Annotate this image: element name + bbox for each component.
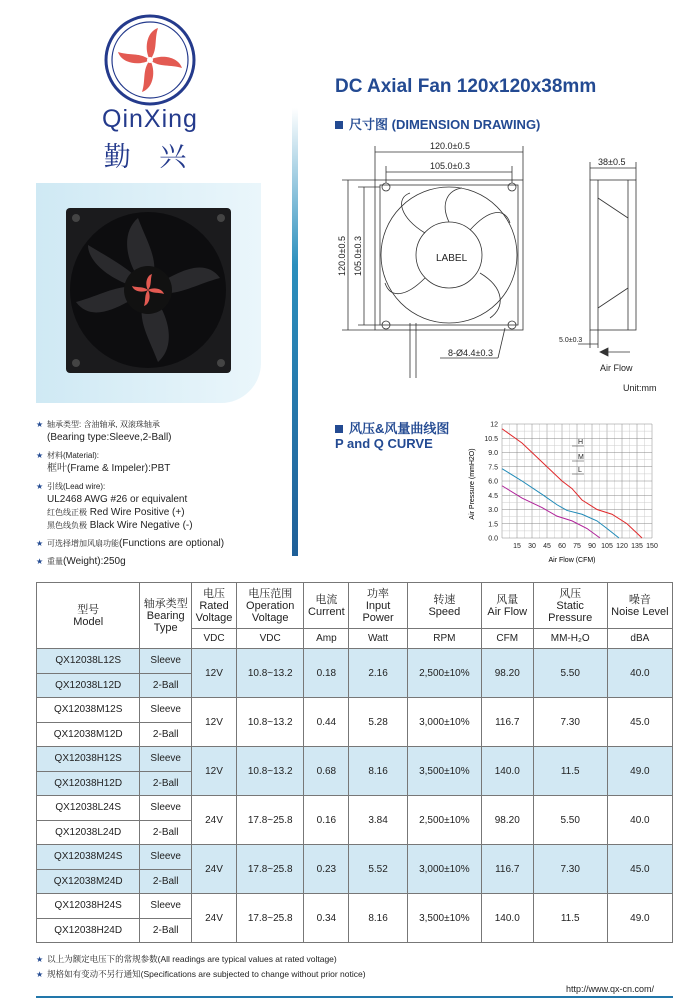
value-cell: 5.28 xyxy=(349,698,407,747)
dim-flange: 5.0±0.3 xyxy=(559,337,583,344)
value-cell: 17.8~25.8 xyxy=(237,845,304,894)
series-labels xyxy=(572,439,584,474)
column-header xyxy=(533,583,607,629)
y-tick-label: 1.5 xyxy=(488,521,498,529)
table-body xyxy=(37,649,673,943)
value-cell: 116.7 xyxy=(481,845,533,894)
feature-en: UL2468 AWG #26 or equivalent xyxy=(47,494,188,505)
bearing-cell: Sleeve xyxy=(140,747,192,772)
bearing-cell: Sleeve xyxy=(140,845,192,870)
model-cell: QX12038M24S xyxy=(37,845,140,870)
value-cell: 3,000±10% xyxy=(407,845,481,894)
dimension-title-text: 尺寸图 (DIMENSION DRAWING) xyxy=(349,117,541,132)
header-cn: 功率 xyxy=(367,587,390,600)
brand-name: QinXing xyxy=(102,105,198,133)
feature-cn: 可选择增加风扇功能 xyxy=(47,539,119,548)
table-row xyxy=(37,747,673,772)
unit-cell: dBA xyxy=(607,629,672,649)
y-tick-label: 7.5 xyxy=(488,464,498,472)
header-en: Model xyxy=(73,615,104,628)
y-axis-label: Air Pressure (mmH2O) xyxy=(469,448,476,520)
model-cell: QX12038M12S xyxy=(37,698,140,723)
unit-cell: Watt xyxy=(349,629,407,649)
header-en: Bearing Type xyxy=(146,609,185,634)
unit-cell: CFM xyxy=(481,629,533,649)
value-cell: 11.5 xyxy=(533,747,607,796)
unit-cell: VDC xyxy=(237,629,304,649)
feature-cn: 重量 xyxy=(47,557,63,566)
header-en: Noise Level xyxy=(611,605,669,618)
header-en: Air Flow xyxy=(487,605,528,618)
y-tick-label: 3.0 xyxy=(488,507,498,514)
feature-cn: ★ 材料(Material): xyxy=(47,451,100,460)
bearing-cell: Sleeve xyxy=(140,698,192,723)
bearing-cell: 2-Ball xyxy=(140,869,192,894)
spec-table xyxy=(36,582,673,943)
value-cell: 0.34 xyxy=(304,894,349,943)
feature-en: (Functions are optional) xyxy=(119,538,225,549)
bearing-cell: 2-Ball xyxy=(140,673,192,698)
x-tick-label: 105 xyxy=(601,543,613,550)
value-cell: 17.8~25.8 xyxy=(237,894,304,943)
value-cell: 140.0 xyxy=(481,894,533,943)
bearing-cell: Sleeve xyxy=(140,796,192,821)
model-cell: QX12038L24D xyxy=(37,820,140,845)
model-cell: QX12038H12S xyxy=(37,747,140,772)
y-tick-label: 9.0 xyxy=(488,450,498,457)
column-header xyxy=(37,583,140,649)
header-en: Input Power xyxy=(362,599,394,624)
dim-width-inner: 105.0±0.3 xyxy=(430,161,470,171)
value-cell: 0.16 xyxy=(304,796,349,845)
dim-height-inner: 105.0±0.3 xyxy=(353,236,363,276)
series-label: L xyxy=(578,467,582,474)
x-tick-label: 150 xyxy=(646,543,658,550)
x-tick-label: 30 xyxy=(528,543,536,550)
value-cell: 140.0 xyxy=(481,747,533,796)
value-cell: 2,500±10% xyxy=(407,649,481,698)
website-link[interactable]: http://www.qx-cn.com/ xyxy=(566,984,655,994)
value-cell: 45.0 xyxy=(607,845,672,894)
notes xyxy=(36,952,366,982)
square-bullet-icon xyxy=(335,425,343,433)
feature-item xyxy=(36,555,296,568)
unit-cell: RPM xyxy=(407,629,481,649)
table-row xyxy=(37,698,673,723)
value-cell: 10.8~13.2 xyxy=(237,649,304,698)
pq-curve-chart xyxy=(462,416,672,566)
value-cell: 3,000±10% xyxy=(407,698,481,747)
column-header xyxy=(481,583,533,629)
column-header xyxy=(407,583,481,629)
feature-item xyxy=(36,480,296,532)
value-cell: 0.44 xyxy=(304,698,349,747)
value-cell: 10.8~13.2 xyxy=(237,698,304,747)
page-title: DC Axial Fan 120x120x38mm xyxy=(335,76,597,97)
value-cell: 2,500±10% xyxy=(407,796,481,845)
dimension-drawing xyxy=(330,138,675,378)
x-tick-label: 75 xyxy=(573,543,581,550)
feature-cn: ★ 引线(Lead wire): xyxy=(47,482,106,491)
dimension-section-title xyxy=(335,114,540,133)
dim-width-outer: 120.0±0.5 xyxy=(430,141,470,151)
bearing-cell: 2-Ball xyxy=(140,722,192,747)
column-header xyxy=(140,583,192,649)
feature-en: Red Wire Positive (+) xyxy=(89,507,185,518)
model-cell: QX12038H24D xyxy=(37,918,140,943)
value-cell: 3,500±10% xyxy=(407,747,481,796)
value-cell: 49.0 xyxy=(607,747,672,796)
model-cell: QX12038M12D xyxy=(37,722,140,747)
model-cell: QX12038H24S xyxy=(37,894,140,919)
bearing-cell: Sleeve xyxy=(140,894,192,919)
value-cell: 12V xyxy=(192,747,237,796)
table-row xyxy=(37,796,673,821)
header-cn: 电压范围 xyxy=(248,587,293,600)
value-cell: 5.52 xyxy=(349,845,407,894)
value-cell: 0.68 xyxy=(304,747,349,796)
x-tick-label: 120 xyxy=(616,543,628,550)
column-header xyxy=(607,583,672,629)
square-bullet-icon xyxy=(335,121,343,129)
value-cell: 24V xyxy=(192,796,237,845)
value-cell: 116.7 xyxy=(481,698,533,747)
header-cn: 电流 xyxy=(315,593,338,606)
y-tick-labels xyxy=(484,422,498,543)
value-cell: 0.18 xyxy=(304,649,349,698)
curve-section-title xyxy=(335,421,449,451)
feature-cn: 黑色线负极 xyxy=(47,521,87,530)
unit-cell: MM-H₂O xyxy=(533,629,607,649)
dim-height-outer: 120.0±0.5 xyxy=(337,236,347,276)
feature-en: (Bearing type:Sleeve,2-Ball) xyxy=(47,432,172,443)
header-en: Speed xyxy=(428,605,461,618)
bearing-cell: 2-Ball xyxy=(140,820,192,845)
value-cell: 45.0 xyxy=(607,698,672,747)
note-text: 规格如有变动不另行通知(Specifications are subjected to change without prior notice) xyxy=(47,969,366,979)
header-en: Operation Voltage xyxy=(246,599,295,624)
table-row xyxy=(37,894,673,919)
value-cell: 40.0 xyxy=(607,796,672,845)
feature-item xyxy=(36,449,296,475)
header-cn: 型号 xyxy=(77,603,100,616)
value-cell: 8.16 xyxy=(349,894,407,943)
value-cell: 3.84 xyxy=(349,796,407,845)
value-cell: 12V xyxy=(192,649,237,698)
series-label: H xyxy=(578,439,584,446)
feature-list xyxy=(36,418,296,573)
note-item xyxy=(36,952,366,967)
y-tick-label: 10.5 xyxy=(484,435,498,443)
value-cell: 12V xyxy=(192,698,237,747)
x-axis-label: Air Flow (CFM) xyxy=(548,557,596,564)
header-en: Static Pressure xyxy=(548,599,593,624)
y-tick-label: 12 xyxy=(490,421,498,429)
value-cell: 40.0 xyxy=(607,649,672,698)
series-label: M xyxy=(578,454,584,461)
value-cell: 5.50 xyxy=(533,796,607,845)
bearing-cell: 2-Ball xyxy=(140,771,192,796)
feature-item xyxy=(36,418,296,444)
header-en: Current xyxy=(308,605,345,618)
bearing-cell: Sleeve xyxy=(140,649,192,674)
model-cell: QX12038M24D xyxy=(37,869,140,894)
y-tick-label: 6.0 xyxy=(488,478,498,486)
feature-cn: 红色线正极 xyxy=(47,508,87,517)
value-cell: 7.30 xyxy=(533,845,607,894)
model-cell: QX12038L12S xyxy=(37,649,140,674)
curve-title-en: P and Q CURVE xyxy=(335,436,433,451)
note-text: 以上为额定电压下的常规参数(All readings are typical values at rated voltage) xyxy=(47,954,337,964)
column-header xyxy=(237,583,304,629)
unit-cell: Amp xyxy=(304,629,349,649)
header-cn: 噪音 xyxy=(628,593,651,606)
column-header xyxy=(192,583,237,629)
value-cell: 24V xyxy=(192,845,237,894)
value-cell: 5.50 xyxy=(533,649,607,698)
x-tick-label: 60 xyxy=(558,543,566,550)
dim-depth: 38±0.5 xyxy=(598,157,626,167)
value-cell: 8.16 xyxy=(349,747,407,796)
x-tick-label: 135 xyxy=(631,543,643,550)
model-cell: QX12038L24S xyxy=(37,796,140,821)
value-cell: 98.20 xyxy=(481,796,533,845)
header-cn: 转速 xyxy=(433,593,456,606)
table-row xyxy=(37,649,673,674)
unit-cell: VDC xyxy=(192,629,237,649)
header-cn: 轴承类型 xyxy=(143,597,188,610)
value-cell: 17.8~25.8 xyxy=(237,796,304,845)
header-en: Rated Voltage xyxy=(195,599,233,624)
value-cell: 49.0 xyxy=(607,894,672,943)
star-icon: ★ xyxy=(36,970,44,979)
x-tick-label: 90 xyxy=(588,543,596,550)
star-icon: ★ xyxy=(36,955,44,964)
airflow-label: Air Flow xyxy=(600,363,633,373)
x-tick-label: 45 xyxy=(543,543,551,550)
value-cell: 2.16 xyxy=(349,649,407,698)
chart-grid xyxy=(502,424,652,538)
header-cn: 风量 xyxy=(496,593,519,606)
table-row xyxy=(37,845,673,870)
unit-label: Unit:mm xyxy=(623,383,657,393)
feature-item xyxy=(36,537,296,550)
x-tick-labels xyxy=(513,543,658,550)
footer-line xyxy=(36,996,673,998)
y-tick-label: 4.5 xyxy=(488,492,498,500)
table-header-row xyxy=(37,583,673,629)
value-cell: 7.30 xyxy=(533,698,607,747)
fan-logo-icon xyxy=(80,12,220,112)
value-cell: 11.5 xyxy=(533,894,607,943)
value-cell: 98.20 xyxy=(481,649,533,698)
header-cn: 风压 xyxy=(559,587,582,600)
value-cell: 24V xyxy=(192,894,237,943)
fan-label-text: LABEL xyxy=(436,253,468,264)
brand-name-cn: 勤 兴 xyxy=(103,142,197,173)
value-cell: 10.8~13.2 xyxy=(237,747,304,796)
value-cell: 3,500±10% xyxy=(407,894,481,943)
column-header xyxy=(349,583,407,629)
feature-en: (Weight):250g xyxy=(63,556,126,567)
fan-photo xyxy=(36,183,261,403)
column-header xyxy=(304,583,349,629)
feature-cn: ★ 轴承类型: 含油轴承, 双滚珠轴承 xyxy=(47,420,160,429)
curve-title-cn: 风压&风量曲线图 xyxy=(349,421,450,436)
feature-en: 框叶(Frame & Impeler):PBT xyxy=(47,463,171,474)
value-cell: 0.23 xyxy=(304,845,349,894)
feature-en: Black Wire Negative (-) xyxy=(89,520,193,531)
product-photo-panel xyxy=(36,183,261,403)
model-cell: QX12038L12D xyxy=(37,673,140,698)
bearing-cell: 2-Ball xyxy=(140,918,192,943)
x-tick-label: 15 xyxy=(513,543,521,550)
dim-holes: 8-Ø4.4±0.3 xyxy=(448,348,493,358)
model-cell: QX12038H12D xyxy=(37,771,140,796)
y-tick-label: 0.0 xyxy=(488,535,498,543)
note-item xyxy=(36,967,366,982)
series-line-l xyxy=(502,486,600,538)
header-cn: 电压 xyxy=(203,587,226,600)
